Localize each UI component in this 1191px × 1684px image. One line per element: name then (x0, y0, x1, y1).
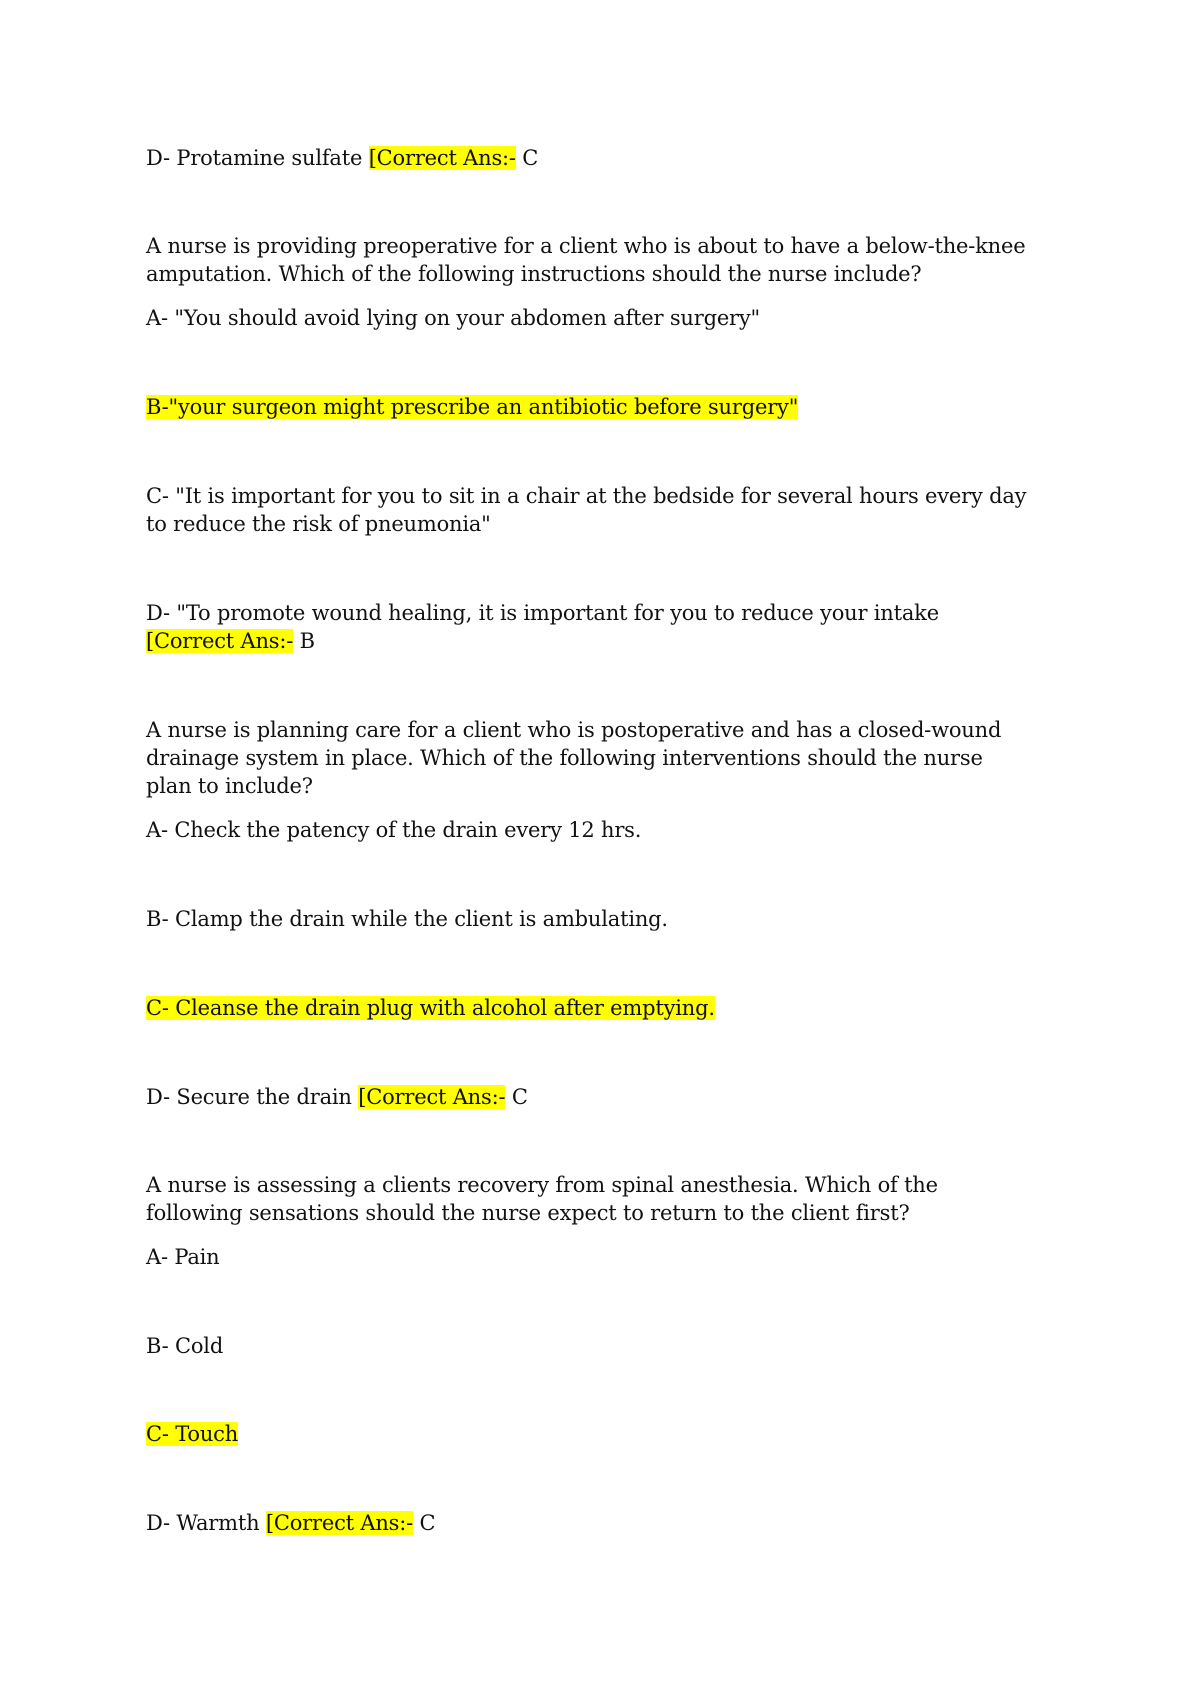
line-text: A nurse is providing preoperative for a client who is about to have a below-the-knee (146, 234, 1026, 258)
option-q2-b (146, 393, 798, 421)
line-text: B- Cold (146, 1334, 224, 1358)
line-text: drainage system in place. Which of the following interventions should the nurse (146, 746, 983, 770)
line-text: to reduce the risk of pneumonia" (146, 512, 491, 536)
line-text: A- Check the patency of the drain every 12 hrs. (146, 818, 642, 842)
option-q3-b (146, 905, 668, 933)
line-text: D- "To promote wound healing, it is important for you to reduce your intake (146, 601, 939, 625)
question-2-line-2 (146, 260, 921, 288)
correct-answer-highlight: [Correct Ans:- (358, 1085, 506, 1109)
line-text: plan to include? (146, 774, 313, 798)
line-text: A nurse is assessing a clients recovery from spinal anesthesia. Which of the (146, 1173, 938, 1197)
option-q2-d-line-2 (146, 627, 315, 655)
line-text: B- Clamp the drain while the client is ambulating. (146, 907, 668, 931)
line-text: A- Pain (146, 1245, 220, 1269)
option-q3-a (146, 816, 641, 844)
line-text: following sensations should the nurse expect to return to the client first? (146, 1201, 910, 1225)
correct-option-highlight: C- Touch (146, 1422, 239, 1446)
correct-option-highlight: B-"your surgeon might prescribe an antibiotic before surgery" (146, 395, 799, 419)
option-q2-c-line-2 (146, 510, 491, 538)
question-2-line-1 (146, 232, 1025, 260)
question-4-line-1 (146, 1171, 938, 1199)
correct-answer-highlight: [Correct Ans:- (146, 629, 294, 653)
line-text-after: C (515, 146, 539, 170)
option-q2-a (146, 304, 760, 332)
question-3-line-1 (146, 716, 1001, 744)
line-text: A nurse is planning care for a client who is postoperative and has a closed-wound (146, 718, 1002, 742)
question-4-line-2 (146, 1199, 910, 1227)
option-q4-a (146, 1243, 219, 1271)
option-q2-d-line-1 (146, 599, 939, 627)
line-text: D- Protamine sulfate (146, 146, 369, 170)
option-q2-c-line-1 (146, 482, 1026, 510)
line-text: amputation. Which of the following instructions should the nurse include? (146, 262, 922, 286)
option-q4-b (146, 1332, 223, 1360)
question-3-line-3 (146, 772, 313, 800)
answer-line-q1-d (146, 144, 538, 172)
correct-answer-highlight: [Correct Ans:- (265, 1511, 413, 1535)
correct-answer-highlight: [Correct Ans:- (368, 146, 516, 170)
line-text: A- "You should avoid lying on your abdomen after surgery" (146, 306, 761, 330)
question-3-line-2 (146, 744, 983, 772)
line-text: C- "It is important for you to sit in a chair at the bedside for several hours every day (146, 484, 1027, 508)
line-text: D- Warmth (146, 1511, 266, 1535)
line-text: D- Secure the drain (146, 1085, 359, 1109)
line-text-after: C (505, 1085, 528, 1109)
option-q4-c (146, 1420, 238, 1448)
option-q3-c (146, 994, 715, 1022)
option-q3-d (146, 1083, 528, 1111)
correct-option-highlight: C- Cleanse the drain plug with alcohol after emptying. (146, 996, 715, 1020)
line-text-after: C (413, 1511, 436, 1535)
line-text-after: B (293, 629, 315, 653)
option-q4-d (146, 1509, 435, 1537)
